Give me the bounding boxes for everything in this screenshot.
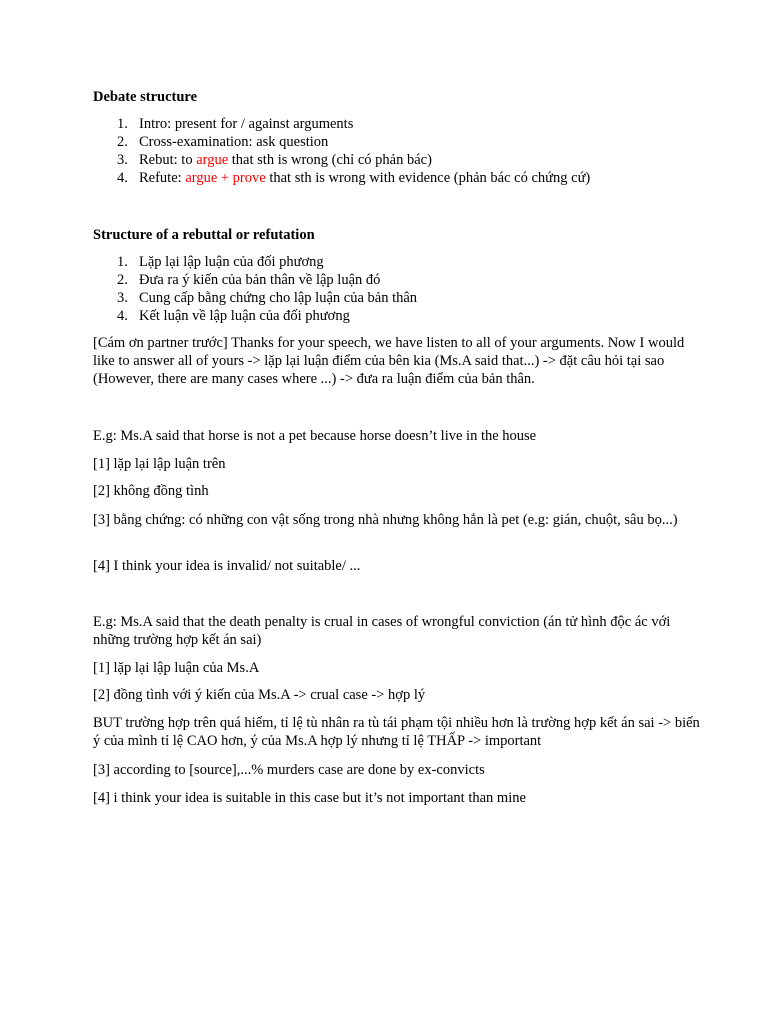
highlighted-term: argue + prove [185, 170, 266, 186]
rebuttal-paragraph: [Cám ơn partner trước] Thanks for your speech, we have listen to all of your arguments. Now I would like to answer all of yours -> lặp lại luận điểm của bên kia (Ms.A said that...) -> đặt câu hỏi tại sao (However, there are many cases where ...) -> đưa ra luận điểm của bản thân. [93, 335, 685, 387]
example2-step: [2] đồng tình với ý kiến của Ms.A -> crual case -> hợp lý [93, 687, 426, 703]
rebuttal-structure-item [93, 271, 708, 289]
list-number: 4. [117, 170, 128, 186]
item-text: Cross-examination: ask question [139, 134, 329, 150]
rebuttal-structure-heading: Structure of a rebuttal or refutation [93, 227, 315, 243]
debate-structure-item [93, 115, 708, 133]
rebuttal-structure-item [93, 289, 708, 307]
list-number: 1. [117, 254, 128, 270]
item-text: Intro: present for / against arguments [139, 116, 354, 132]
item-text: Lặp lại lập luận của đối phương [139, 254, 324, 270]
item-text: that sth is wrong (chỉ có phản bác) [228, 152, 432, 168]
debate-structure-item [93, 169, 708, 187]
rebuttal-structure-item [93, 253, 708, 271]
rebuttal-structure-item [93, 307, 708, 325]
list-number: 2. [117, 134, 128, 150]
list-number: 3. [117, 152, 128, 168]
list-number: 4. [117, 308, 128, 324]
item-text: Rebut: to [139, 152, 197, 168]
example2-step: [1] lặp lại lập luận của Ms.A [93, 660, 260, 676]
list-number: 3. [117, 290, 128, 306]
item-text: that sth is wrong with evidence (phản bác có chứng cứ) [265, 170, 591, 186]
example2-but-paragraph: BUT trường hợp trên quá hiếm, tỉ lệ tù nhân ra tù tái phạm tội nhiều hơn là trường hợp kết án sai -> biến ý của mình tỉ lệ CAO hơn, ý của Ms.A hợp lý nhưng tỉ lệ THẤP -> important [93, 715, 700, 749]
highlighted-term: argue [196, 152, 229, 168]
example2-intro: E.g: Ms.A said that the death penalty is crual in cases of wrongful conviction (án tử hình độc ác với những trường hợp kết án sai) [93, 614, 671, 648]
debate-structure-list [93, 115, 708, 187]
list-number: 2. [117, 272, 128, 288]
item-text: Kết luận về lập luận của đối phương [139, 308, 350, 324]
list-number: 1. [117, 116, 128, 132]
rebuttal-structure-list [93, 253, 708, 325]
item-text: Refute: [139, 170, 186, 186]
example1-step: [2] không đồng tình [93, 483, 209, 499]
example2-step: [3] according to [source],...% murders case are done by ex-convicts [93, 762, 485, 778]
example1-step: [1] lặp lại lập luận trên [93, 456, 226, 472]
debate-structure-item [93, 133, 708, 151]
item-text: Cung cấp bằng chứng cho lập luận của bản thân [139, 290, 418, 306]
example1-intro: E.g: Ms.A said that horse is not a pet because horse doesn’t live in the house [93, 428, 537, 444]
example2-step: [4] i think your idea is suitable in this case but it’s not important than mine [93, 790, 526, 806]
debate-structure-item [93, 151, 708, 169]
example1-step: [3] bằng chứng: có những con vật sống trong nhà nhưng không hẳn là pet (e.g: gián, chuột, sâu bọ...) [93, 512, 678, 528]
item-text: Đưa ra ý kiến của bản thân về lập luận đó [139, 272, 381, 288]
debate-structure-heading: Debate structure [93, 89, 198, 105]
example1-step: [4] I think your idea is invalid/ not suitable/ ... [93, 558, 361, 574]
